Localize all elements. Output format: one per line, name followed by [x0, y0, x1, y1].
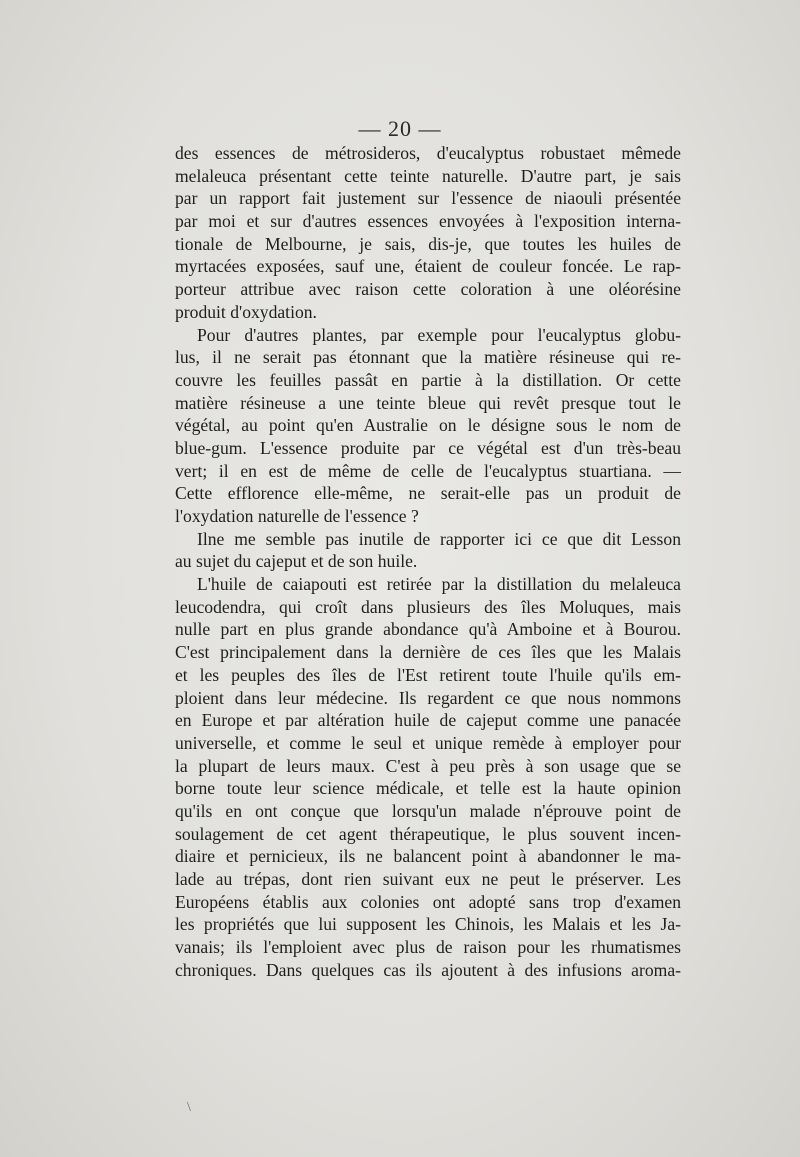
text-line: Cette efflorence elle-même, ne serait-elle pas un produit de: [175, 483, 681, 504]
text-line: Ilne me semble pas inutile de rapporter ici ce que dit Lesson: [197, 528, 681, 549]
text-line: diaire et pernicieux, ils ne balancent point à abandonner le ma-: [175, 846, 681, 867]
text-line: chroniques. Dans quelques cas ils ajoutent à des infusions aroma-: [175, 959, 681, 980]
text-line: lus, il ne serait pas étonnant que la matière résineuse qui re-: [175, 347, 681, 368]
text-line: soulagement de cet agent thérapeutique, le plus souvent incen-: [175, 823, 681, 844]
text-line: qu'ils en ont conçue que lorsqu'un malade n'éprouve point de: [175, 800, 681, 821]
text-line: C'est principalement dans la dernière de ces îles que les Malais: [175, 642, 681, 663]
text-line: leucodendra, qui croît dans plusieurs des îles Moluques, mais: [175, 596, 681, 617]
text-line: les propriétés que lui supposent les Chinois, les Malais et les Ja-: [175, 914, 681, 935]
text-line: lade au trépas, dont rien suivant eux ne peut le préserver. Les: [175, 869, 681, 889]
text-line: tionale de Melbourne, je sais, dis-je, que toutes les huiles de: [175, 233, 681, 254]
text-line: nulle part en plus grande abondance qu'à Amboine et à Bourou.: [175, 619, 681, 640]
page-number: — 20 —: [358, 116, 442, 141]
text-line: blue-gum. L'essence produite par ce végétal est d'un très-beau: [175, 437, 681, 458]
text-line: borne toute leur science médicale, et telle est la haute opinion: [175, 778, 681, 799]
text-line: par moi et sur d'autres essences envoyées à l'exposition interna-: [175, 211, 681, 232]
text-line: Européens établis aux colonies ont adopté sans trop d'examen: [175, 891, 681, 912]
text-line: universelle, et comme le seul et unique remède à employer pour: [175, 732, 681, 753]
text-line: vert; il en est de même de celle de l'eucalyptus stuartiana. —: [175, 460, 681, 481]
text-line: au sujet du cajeput et de son huile.: [175, 551, 418, 572]
body-text: [175, 142, 681, 981]
text-line: melaleuca présentant cette teinte naturelle. D'autre part, je sais: [175, 165, 681, 186]
text-line: Pour d'autres plantes, par exemple pour l'eucalyptus globu-: [197, 324, 681, 345]
text-line: couvre les feuilles passât en partie à la distillation. Or cette: [175, 369, 681, 390]
text-line: des essences de métrosideros, d'eucalyptus robustaet mêmede: [175, 143, 681, 163]
text-line: l'oxydation naturelle de l'essence ?: [175, 506, 419, 526]
margin-mark: \: [187, 1100, 191, 1115]
text-line: ploient dans leur médecine. Ils regardent ce que nous nommons: [175, 687, 681, 708]
text-line: vanais; ils l'emploient avec plus de raison pour les rhumatismes: [175, 937, 681, 958]
text-line: végétal, au point qu'en Australie on le désigne sous le nom de: [175, 415, 681, 436]
text-line: la plupart de leurs maux. C'est à peu près à son usage que se: [175, 755, 681, 776]
text-line: matière résineuse a une teinte bleue qui revêt presque tout le: [175, 392, 681, 413]
text-line: produit d'oxydation.: [175, 301, 317, 322]
text-line: porteur attribue avec raison cette coloration à une oléorésine: [175, 279, 681, 300]
text-line: et les peuples des îles de l'Est retirent toute l'huile qu'ils em-: [175, 664, 681, 685]
text-line: en Europe et par altération huile de cajeput comme une panacée: [175, 710, 681, 731]
text-line: L'huile de caiapouti est retirée par la distillation du melaleuca: [197, 574, 681, 595]
text-line: myrtacées exposées, sauf une, étaient de couleur foncée. Le rap-: [175, 256, 681, 277]
text-line: par un rapport fait justement sur l'essence de niaouli présentée: [175, 188, 681, 209]
